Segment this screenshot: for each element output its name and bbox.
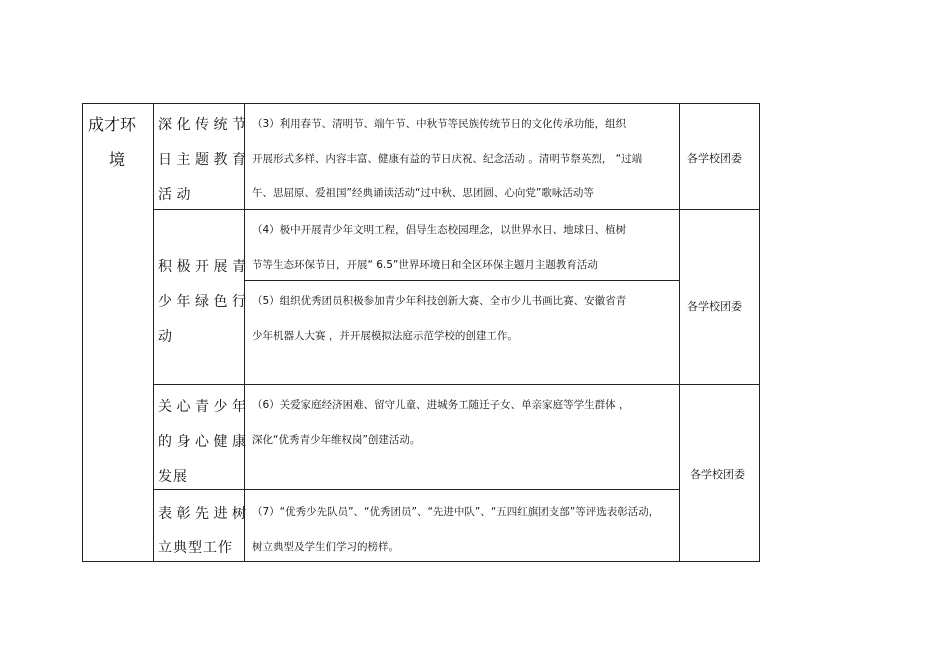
category-label-cont: 境 [109, 150, 126, 169]
description-line: 开展形式多样、内容丰富、健康有益的节日庆祝、纪念活动 。清明节祭英烈， “过端 [252, 153, 643, 165]
description-line: 午、思屈原、爱祖国”经典诵读活动“过中秋、思团圆、心向党”歌咏活动等 [252, 187, 594, 199]
sub-item-line: 动 [158, 329, 177, 345]
description-line: （6）关爱家庭经济困难、留守儿童、进城务工随迁子女、单亲家庭等学生群体 ， [252, 399, 630, 411]
col-divider-2 [244, 103, 245, 562]
description-line: （4）极中开展青少年文明工程，倡导生态校园理念，以世界水日、地球日、植树 [252, 224, 627, 236]
owner-label: 各学校团委 [690, 468, 745, 481]
sub-item-line: 表彰先进树 [158, 506, 251, 522]
sub-item-line: 日主题教育 [158, 152, 251, 168]
col-divider-3 [679, 103, 680, 562]
category-label: 成才环 [88, 115, 137, 134]
description-line: （7）“优秀少先队员”、“优秀团员”、“先进中队”、“五四红旗团支部”等评选表彰活动， [252, 506, 660, 518]
description-line: 树立典型及学生们学习的榜样。 [252, 541, 399, 553]
table-border-left [82, 103, 83, 562]
description-line: 节等生态环保节日，开展“ 6.5”世界环境日和全区环保主题月主题教育活动 [252, 259, 598, 271]
sub-item-line: 的身心健康 [158, 434, 251, 450]
table-border-bottom [82, 561, 759, 562]
description-line: 少年机器人大赛 ，并开展模拟法庭示范学校的创建工作。 [252, 330, 518, 342]
table-border-top [82, 103, 759, 104]
sub-item-line: 活动 [158, 187, 195, 203]
sub-item-line: 深化传统节 [158, 117, 251, 133]
row-divider-6-7 [153, 489, 679, 490]
description-line: （5）组织优秀团员积极参加青少年科技创新大赛、全市少儿书画比赛、安徽省青 [252, 295, 627, 307]
cell-divider-4-5 [244, 280, 679, 281]
owner-label: 各学校团委 [687, 300, 742, 313]
sub-item-line: 发展 [158, 469, 188, 485]
sub-item-line: 积极开展青 [158, 259, 251, 275]
description-line: （3）利用春节、清明节、端午节、中秋节等民族传统节日的文化传承功能，组织 [252, 118, 627, 130]
sub-item-line: 少年绿色行 [158, 294, 251, 310]
sub-item-line: 立典型工作 [158, 540, 233, 556]
sub-item-line: 关心青少年 [158, 399, 251, 415]
description-line: 深化“优秀青少年维权岗”创建活动。 [252, 434, 421, 446]
table-border-right [759, 103, 760, 562]
owner-label: 各学校团委 [687, 152, 742, 165]
col-divider-1 [153, 103, 154, 562]
